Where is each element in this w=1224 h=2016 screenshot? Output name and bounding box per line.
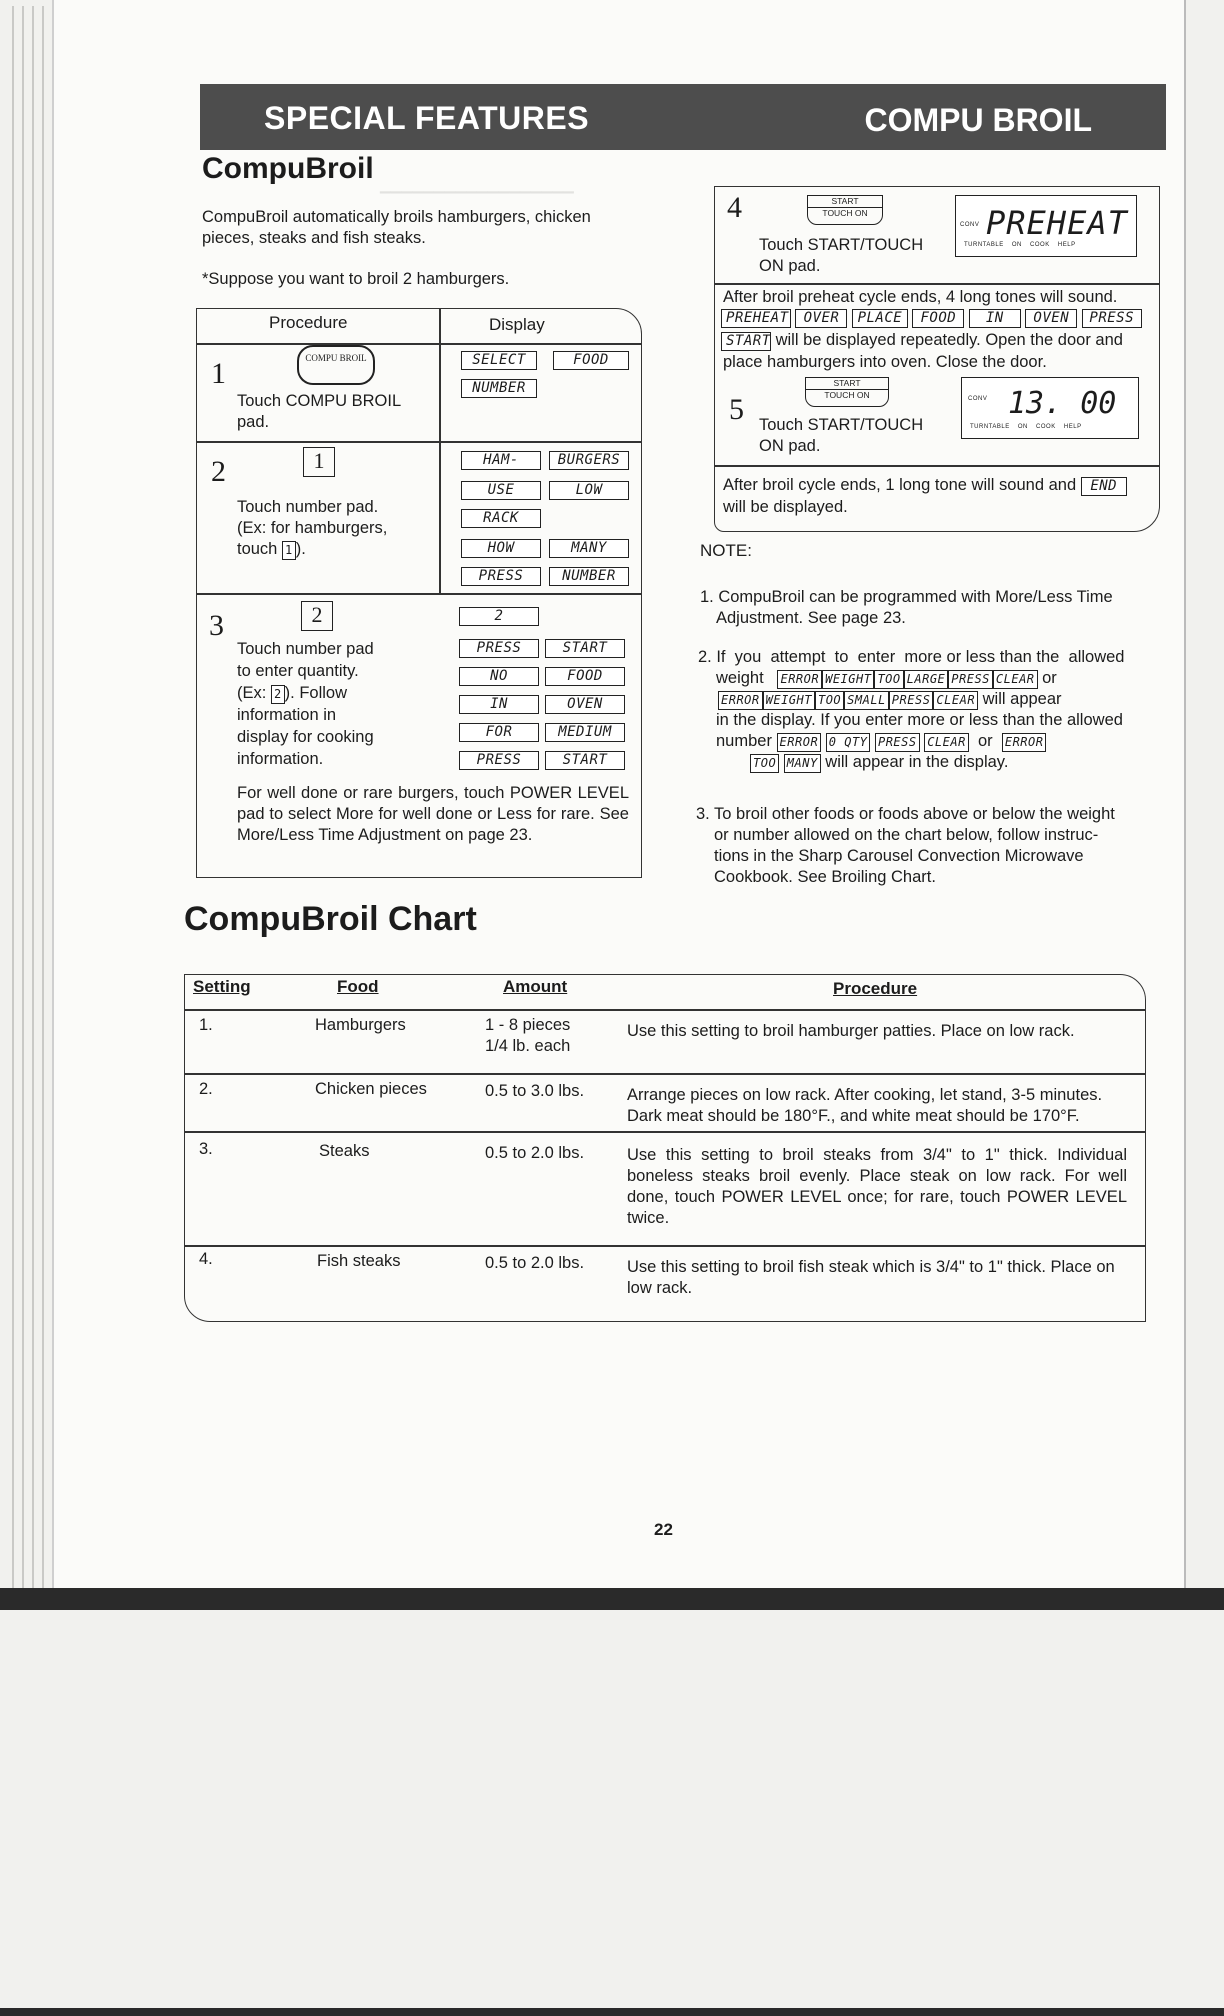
- display-word: START: [545, 639, 625, 658]
- note-3: or number allowed on the chart below, follow instruc-: [714, 826, 1099, 844]
- after-broil-text: After broil cycle ends, 1 long tone will sound and END: [723, 475, 1127, 496]
- display-word: FOR: [459, 723, 539, 742]
- display-word: FOOD: [545, 667, 625, 686]
- step3-text: Touch number pad: [237, 640, 374, 658]
- after-preheat-text: After broil preheat cycle ends, 4 long tones will sound.: [723, 288, 1118, 306]
- display-word: PRESS: [459, 751, 539, 770]
- header-special-features: SPECIAL FEATURES: [264, 100, 590, 136]
- row-divider: [185, 1073, 1145, 1075]
- display-word: START: [545, 751, 625, 770]
- start-touch-on-key: START TOUCH ON: [805, 377, 889, 407]
- row-amount: 0.5 to 2.0 lbs.: [485, 1254, 585, 1272]
- note-1: 1. CompuBroil can be programmed with More/Less Time: [700, 588, 1113, 606]
- row-food: Chicken pieces: [315, 1080, 427, 1098]
- scan-edge: [0, 1588, 1224, 1610]
- step2-text: (Ex: for hamburgers,: [237, 519, 388, 537]
- compu-broil-key: COMPU BROIL: [297, 345, 375, 385]
- note-2-errors-many: TOO MANY will appear in the display.: [750, 752, 1008, 773]
- row-amount: 0.5 to 2.0 lbs.: [485, 1144, 585, 1162]
- step-number: 3: [209, 609, 224, 642]
- display-word: IN: [459, 695, 539, 714]
- oven-display-time: CONV 13. 00 TURNTABLE ON COOK HELP: [961, 377, 1139, 439]
- number-key-1: 1: [303, 447, 335, 477]
- row-procedure: Arrange pieces on low rack. After cooking, let stand, 3-5 minutes. Dark meat should be 180°F., and white meat should be 170°F.: [627, 1086, 1103, 1125]
- display-word: RACK: [461, 509, 541, 528]
- row-divider: [185, 1131, 1145, 1133]
- step3-text: (Ex: 2 ). Follow: [237, 684, 348, 702]
- display-word: HOW: [461, 539, 541, 558]
- header-divider: [197, 343, 641, 345]
- step4-text: Touch START/TOUCH: [759, 236, 924, 254]
- step-number: 5: [729, 393, 744, 426]
- header-divider: [185, 1009, 1145, 1011]
- step1-text: Touch COMPU BROIL pad.: [237, 392, 401, 431]
- note-2-errors-small: ERROR WEIGHT TOO SMALL PRESS CLEAR will appear: [718, 689, 1062, 710]
- row-divider: [715, 283, 1159, 285]
- note-2-errors-number: number ERROR 0 QTY PRESS CLEAR or ERROR: [716, 731, 1046, 752]
- note-3: 3. To broil other foods or foods above or below the weight: [696, 805, 1115, 823]
- row-divider: [197, 441, 641, 443]
- row-food: Hamburgers: [315, 1016, 406, 1034]
- col-procedure: Procedure: [269, 313, 348, 332]
- note-3: Cookbook. See Broiling Chart.: [714, 868, 936, 886]
- inline-key: 2: [271, 685, 285, 704]
- header-food: Food: [337, 977, 379, 996]
- display-word: NUMBER: [549, 567, 629, 586]
- step-number: 2: [211, 455, 226, 488]
- steps-4-5-box: [714, 186, 1160, 532]
- scan-bottom-edge: [0, 2008, 1224, 2016]
- page-number: 22: [654, 1520, 673, 1539]
- page-title: CompuBroil: [202, 152, 374, 185]
- row-amount: 0.5 to 3.0 lbs.: [485, 1082, 585, 1100]
- row-procedure: Use this setting to broil fish steak which is 3/4" to 1" thick. Place on low rack.: [627, 1258, 1115, 1297]
- oven-display-preheat: CONV PREHEAT TURNTABLE ON COOK HELP: [955, 195, 1137, 257]
- display-word: PRESS: [461, 567, 541, 586]
- display-word: FOOD: [553, 351, 629, 370]
- header-compu-broil: COMPU BROIL: [864, 102, 1092, 138]
- step3-note: For well done or rare burgers, touch POWER LEVEL pad to select More for well done or Less for rare. See More/Less Time Adjustment on page 23.: [237, 784, 629, 844]
- note-2-errors-large: weight ERROR WEIGHT TOO LARGE PRESS CLEAR or: [716, 669, 1057, 687]
- step3-text: information.: [237, 750, 324, 768]
- inline-key: 1: [282, 541, 296, 560]
- note-3: tions in the Sharp Carousel Convection Microwave: [714, 847, 1084, 865]
- step5-text: Touch START/TOUCH: [759, 416, 924, 434]
- note-2: 2. If you attempt to enter more or less than the allowed: [698, 648, 1125, 666]
- display-word: NUMBER: [461, 379, 537, 398]
- row-procedure: Use this setting to broil steaks from 3/4" to 1" thick. Individual boneless steaks broil evenly. Place steak on low rack. For well done, touch POWER LEVEL once; for rare, touch POWER LEVEL twice.: [627, 1146, 1127, 1227]
- row-setting: 2.: [199, 1080, 213, 1098]
- suppose-text: *Suppose you want to broil 2 hamburgers.: [202, 270, 510, 288]
- preheat-display-sequence: PREHEAT OVER PLACE FOOD IN OVEN PRESS: [721, 309, 1142, 328]
- display-preheat: PREHEAT: [986, 204, 1128, 242]
- step4-text: ON pad.: [759, 257, 821, 275]
- row-food: Fish steaks: [317, 1252, 401, 1270]
- display-word: LOW: [549, 481, 629, 500]
- compubroil-chart: [184, 974, 1146, 1322]
- header-procedure: Procedure: [833, 979, 918, 998]
- note-1: Adjustment. See page 23.: [716, 609, 906, 627]
- section-header: [200, 84, 1166, 150]
- row-divider: [715, 465, 1159, 467]
- display-word: 2: [459, 607, 539, 626]
- display-word: SELECT: [461, 351, 537, 370]
- row-setting: 4.: [199, 1250, 213, 1268]
- after-preheat-text: place hamburgers into oven. Close the door.: [723, 353, 1047, 371]
- row-divider: [185, 1245, 1145, 1247]
- display-word: BURGERS: [549, 451, 629, 470]
- column-divider: [439, 309, 441, 593]
- display-word: OVEN: [545, 695, 625, 714]
- step3-text: information in: [237, 706, 337, 724]
- step3-text: display for cooking: [237, 728, 374, 746]
- col-display: Display: [489, 315, 545, 334]
- intro-text: CompuBroil automatically broils hamburgers, chicken pieces, steaks and fish steaks.: [202, 208, 591, 247]
- procedure-table: [196, 308, 642, 878]
- display-word: PRESS: [459, 639, 539, 658]
- header-setting: Setting: [193, 977, 251, 996]
- number-key-2: 2: [301, 601, 333, 631]
- step2-text: touch 1 ).: [237, 540, 306, 558]
- display-time: 13. 00: [1008, 386, 1117, 421]
- display-word: HAM-: [461, 451, 541, 470]
- bleed-through: ▁▁▁▁▁▁▁▁▁▁▁▁▁▁▁▁▁▁: [380, 177, 574, 193]
- row-setting: 1.: [199, 1016, 213, 1034]
- step-number: 4: [727, 191, 742, 224]
- after-broil-text: will be displayed.: [723, 498, 848, 516]
- row-setting: 3.: [199, 1140, 213, 1158]
- step5-text: ON pad.: [759, 437, 821, 455]
- display-word: NO: [459, 667, 539, 686]
- display-word: MEDIUM: [545, 723, 625, 742]
- step2-text: Touch number pad.: [237, 498, 379, 516]
- step-number: 1: [211, 357, 226, 390]
- note-2: in the display. If you enter more or less than the allowed: [716, 711, 1123, 729]
- after-preheat-text: START will be displayed repeatedly. Open the door and: [721, 330, 1123, 351]
- step3-text: to enter quantity.: [237, 662, 359, 680]
- row-procedure: Use this setting to broil hamburger patties. Place on low rack.: [627, 1022, 1075, 1040]
- header-amount: Amount: [503, 977, 568, 996]
- row-divider: [197, 593, 641, 595]
- display-word: USE: [461, 481, 541, 500]
- note-title: NOTE:: [700, 541, 752, 560]
- row-food: Steaks: [319, 1142, 370, 1160]
- display-word: MANY: [549, 539, 629, 558]
- row-amount: 1 - 8 pieces: [485, 1016, 571, 1034]
- chart-title: CompuBroil Chart: [184, 900, 477, 938]
- row-amount: 1/4 lb. each: [485, 1037, 571, 1055]
- start-touch-on-key: START TOUCH ON: [807, 195, 883, 225]
